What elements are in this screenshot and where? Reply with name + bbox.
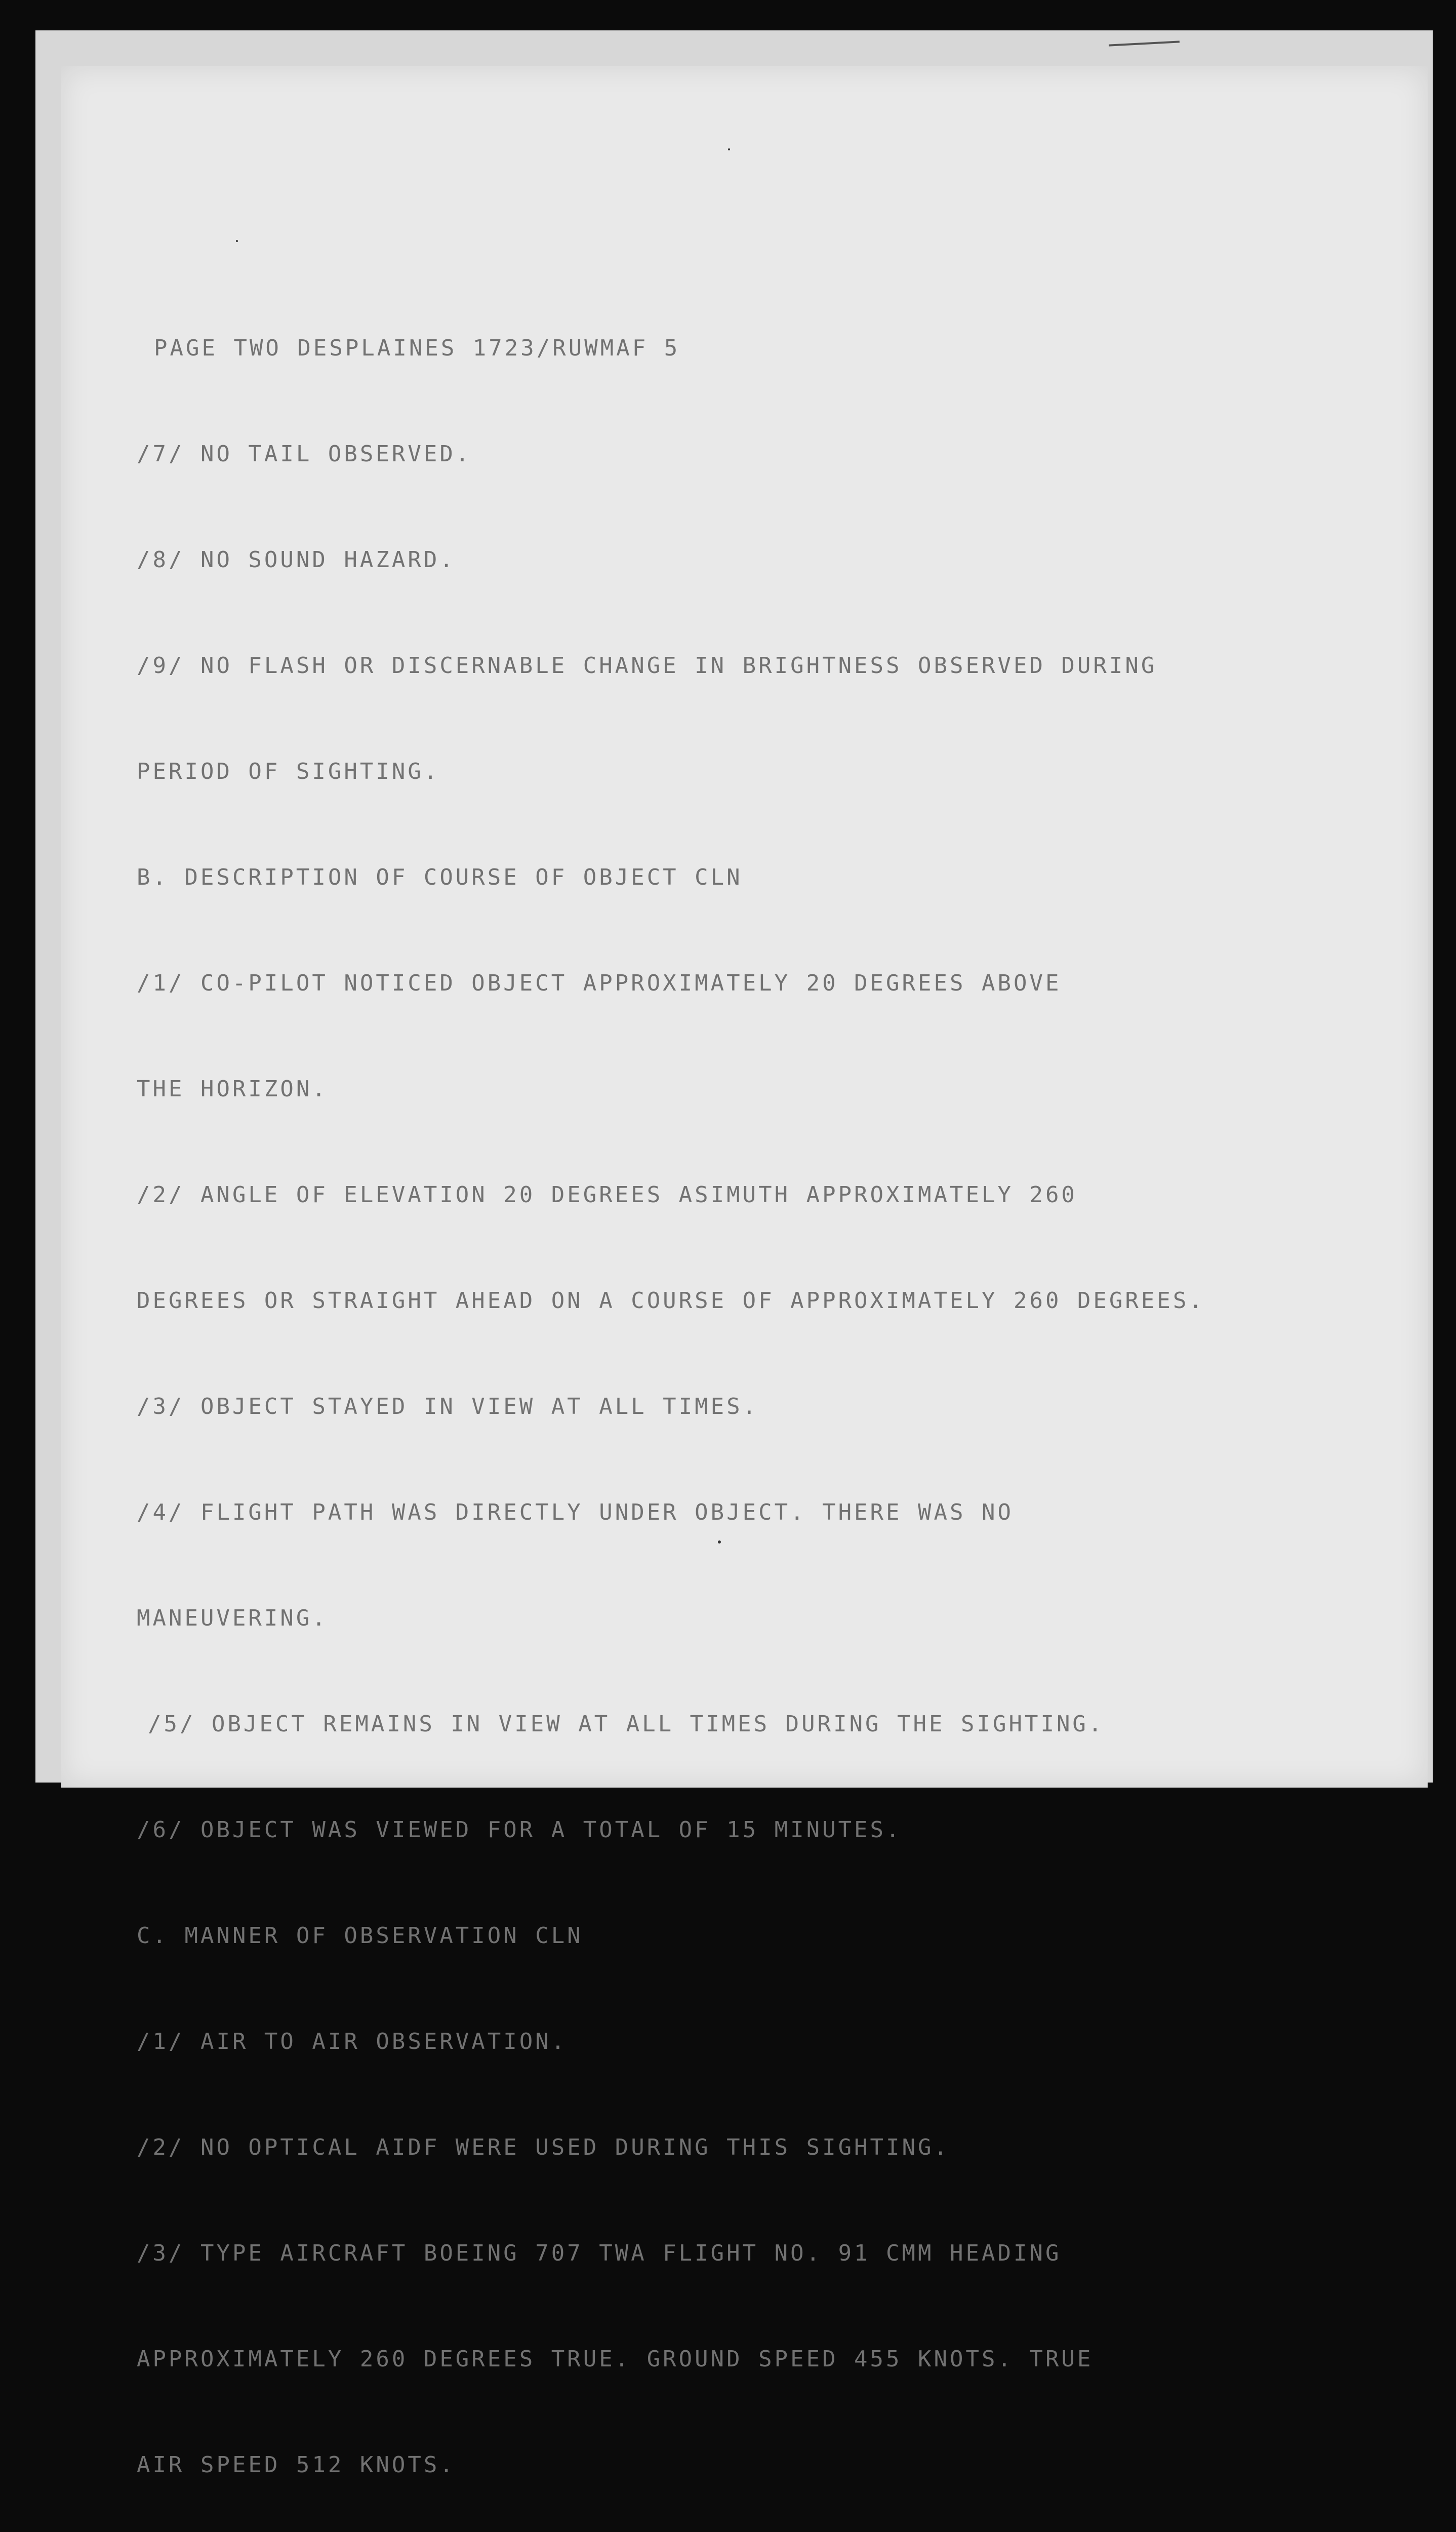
text-line: THE HORIZON. [137, 1076, 328, 1102]
text-line: MANEUVERING. [137, 1605, 328, 1631]
dust-speck [236, 240, 238, 242]
text-line: /6/ OBJECT WAS VIEWED FOR A TOTAL OF 15 MINUTES. [137, 1817, 902, 1843]
text-line: /3/ TYPE AIRCRAFT BOEING 707 TWA FLIGHT NO. 91 CMM HEADING [137, 2240, 1062, 2266]
text-line: /5/ OBJECT REMAINS IN VIEW AT ALL TIMES DURING THE SIGHTING. [148, 1711, 1105, 1737]
text-line: /2/ ANGLE OF ELEVATION 20 DEGREES ASIMUTH APPROXIMATELY 260 [137, 1182, 1077, 1208]
text-line: AIR SPEED 512 KNOTS. [137, 2452, 456, 2478]
page-header: PAGE TWO DESPLAINES 1723/RUWMAF 5 [154, 335, 680, 361]
text-line: /1/ AIR TO AIR OBSERVATION. [137, 2029, 568, 2054]
text-line: /9/ NO FLASH OR DISCERNABLE CHANGE IN BRIGHTNESS OBSERVED DURING [137, 653, 1157, 679]
text-line: /4/ FLIGHT PATH WAS DIRECTLY UNDER OBJECT. THERE WAS NO [137, 1499, 1014, 1525]
document-body [137, 269, 1205, 2532]
text-line: PERIOD OF SIGHTING. [137, 759, 440, 784]
text-line: /8/ NO SOUND HAZARD. [137, 547, 456, 573]
section-heading: B. DESCRIPTION OF COURSE OF OBJECT CLN [137, 864, 743, 890]
text-line: APPROXIMATELY 260 DEGREES TRUE. GROUND SPEED 455 KNOTS. TRUE [137, 2346, 1094, 2372]
dust-speck [728, 148, 730, 150]
text-line: DEGREES OR STRAIGHT AHEAD ON A COURSE OF APPROXIMATELY 260 DEGREES. [137, 1288, 1205, 1314]
text-line: /1/ CO-PILOT NOTICED OBJECT APPROXIMATELY 20 DEGREES ABOVE [137, 970, 1062, 996]
text-line: /2/ NO OPTICAL AIDF WERE USED DURING THIS SIGHTING. [137, 2134, 950, 2160]
dust-speck [718, 1540, 721, 1544]
section-heading: C. MANNER OF OBSERVATION CLN [137, 1923, 583, 1949]
text-line: /3/ OBJECT STAYED IN VIEW AT ALL TIMES. [137, 1394, 759, 1419]
text-line: /7/ NO TAIL OBSERVED. [137, 441, 472, 467]
